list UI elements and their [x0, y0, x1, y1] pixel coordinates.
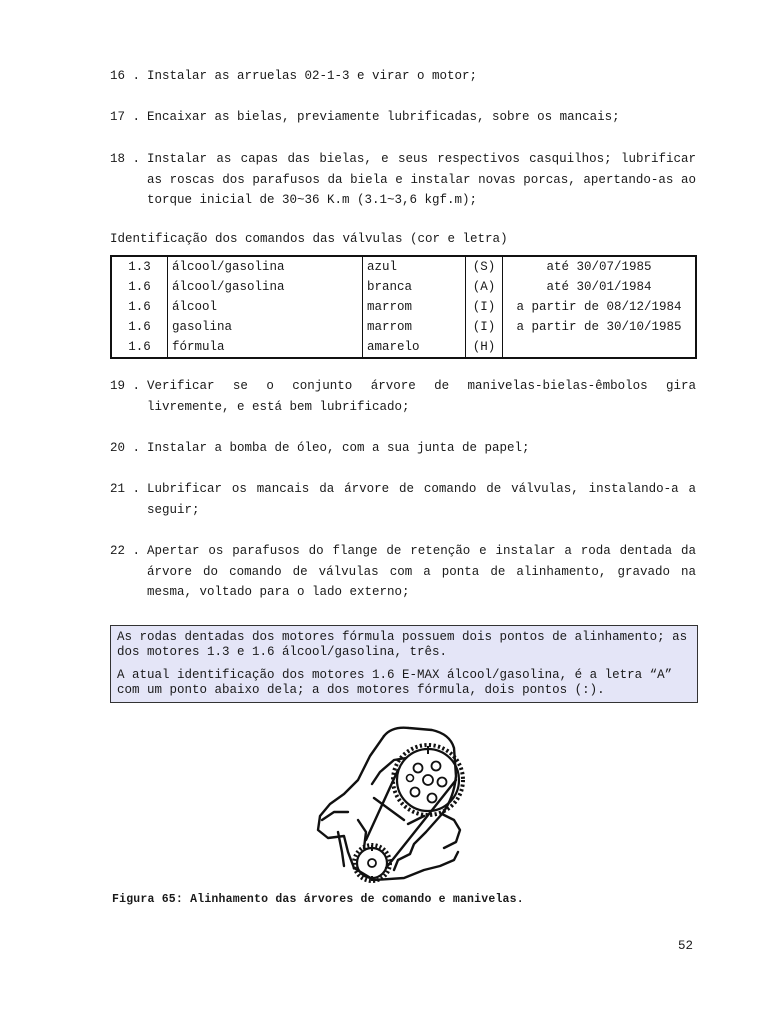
date-cell: até 30/01/1984 [503, 277, 697, 297]
letter-cell: (I) [466, 297, 503, 317]
step-text: Lubrificar os mancais da árvore de comando de válvulas, instalando-a a seguir; [147, 482, 696, 517]
letter-cell: (H) [466, 337, 503, 358]
step-22 [110, 541, 696, 603]
table-row [111, 317, 696, 337]
step-number: 19 . [110, 379, 141, 393]
letter-cell: (S) [466, 256, 503, 277]
step-number: 22 . [110, 544, 141, 558]
note-paragraph: As rodas dentadas dos motores fórmula possuem dois pontos de alinhamento; as dos motores 1.3 e 1.6 álcool/gasolina, três. [117, 630, 688, 659]
table-row [111, 297, 696, 317]
step-18 [110, 149, 696, 211]
date-cell [503, 337, 697, 358]
table-row [111, 337, 696, 358]
housing-inner [372, 758, 406, 784]
engine-cell: 1.6 [111, 297, 168, 317]
engine-gear-alignment-figure [314, 720, 474, 888]
step-text: Instalar a bomba de óleo, com a sua junta de papel; [147, 441, 530, 455]
step-number: 20 . [110, 441, 141, 455]
step-number: 16 . [110, 69, 141, 83]
page-number: 52 [678, 939, 694, 953]
engine-cell: 1.6 [111, 337, 168, 358]
crankshaft-gear [354, 845, 390, 881]
figure-caption: Figura 65: Alinhamento das árvores de comando e manivelas. [112, 893, 524, 906]
date-cell: a partir de 30/10/1985 [503, 317, 697, 337]
step-text: Encaixar as bielas, previamente lubrificadas, sobre os mancais; [147, 110, 620, 124]
step-number: 17 . [110, 110, 141, 124]
engine-cell: 1.6 [111, 317, 168, 337]
color-cell: amarelo [363, 337, 466, 358]
letter-cell: (A) [466, 277, 503, 297]
valve-id-title: Identificação dos comandos das válvulas (cor e letra) [110, 232, 508, 246]
camshaft-gear [393, 745, 463, 815]
step-16 [110, 66, 696, 87]
step-text: Instalar as arruelas 02-1-3 e virar o motor; [147, 69, 478, 83]
valve-id-table [110, 255, 697, 359]
step-number: 21 . [110, 482, 141, 496]
letter-cell: (I) [466, 317, 503, 337]
engine-cell: 1.6 [111, 277, 168, 297]
engine-cell: 1.3 [111, 256, 168, 277]
color-cell: marrom [363, 297, 466, 317]
step-21 [110, 479, 696, 520]
date-cell: até 30/07/1985 [503, 256, 697, 277]
fuel-cell: álcool [168, 297, 363, 317]
step-number: 18 . [110, 152, 141, 166]
step-text: Instalar as capas das bielas, e seus respectivos casquilhos; lubrificar as roscas dos parafusos da biela e instalar novas porcas, apertando-as ao torque inicial de 30~36 K.m (3.1~3,6 kgf.m); [147, 152, 696, 207]
color-cell: azul [363, 256, 466, 277]
step-text: Apertar os parafusos do flange de retenção e instalar a roda dentada da árvore do comando de válvulas com a ponta de alinhamento, gravado na mesma, voltado para o lado externo; [147, 544, 696, 599]
step-20 [110, 438, 696, 459]
belt-line [386, 780, 456, 868]
step-text: Verificar se o conjunto árvore de manivelas-bielas-êmbolos gira livremente, e está bem lubrificado; [147, 379, 696, 414]
note-paragraph: A atual identificação dos motores 1.6 E-MAX álcool/gasolina, é a letra “A” com um ponto abaixo dela; a dos motores fórmula, dois pontos (:). [117, 668, 673, 697]
table-row [111, 277, 696, 297]
step-19 [110, 376, 696, 417]
color-cell: branca [363, 277, 466, 297]
fuel-cell: álcool/gasolina [168, 277, 363, 297]
fuel-cell: álcool/gasolina [168, 256, 363, 277]
color-cell: marrom [363, 317, 466, 337]
fuel-cell: gasolina [168, 317, 363, 337]
date-cell: a partir de 08/12/1984 [503, 297, 697, 317]
step-17 [110, 107, 696, 128]
table-row [111, 256, 696, 277]
fuel-cell: fórmula [168, 337, 363, 358]
alignment-note-box [110, 625, 698, 703]
